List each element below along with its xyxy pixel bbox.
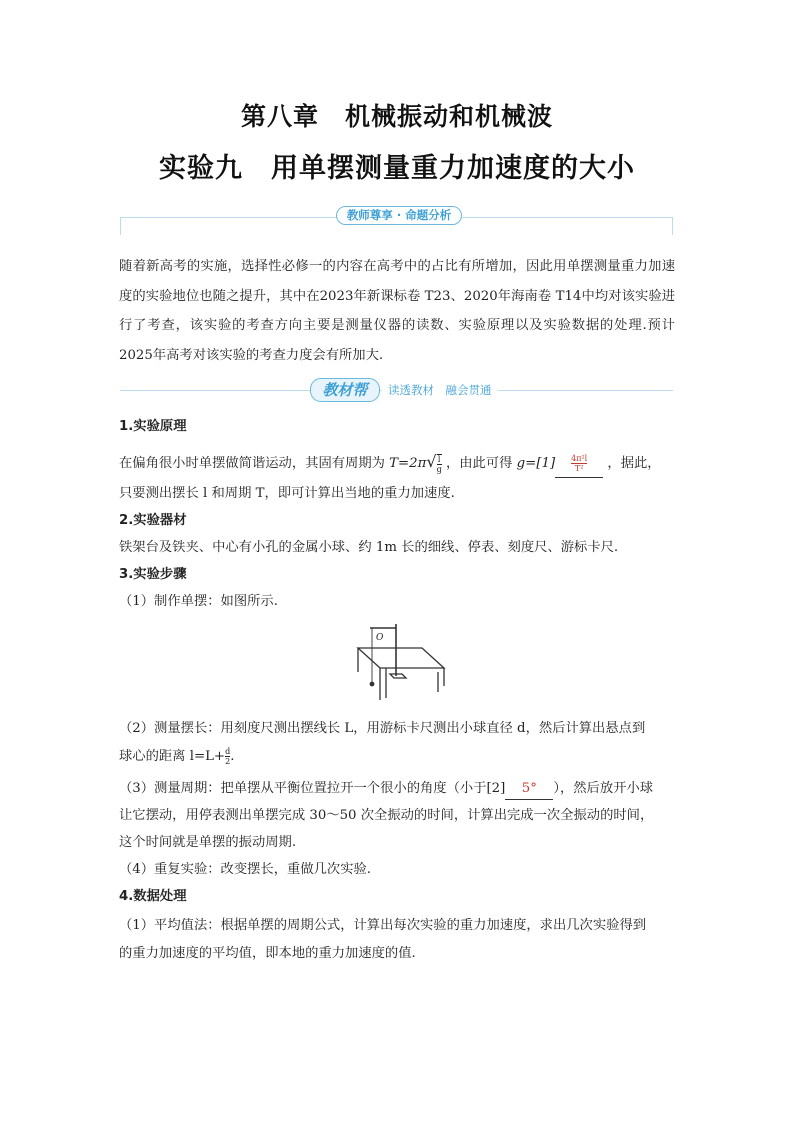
intro-paragraph: 随着新高考的实施，选择性必修一的内容在高考中的占比有所增加，因此用单摆测量重力加速度的实验地位也随之提升，其中在2023年新课标卷 T23、2020年海南卷 T14中均对该实验进行了考查，该实验的考查方向主要是测量仪器的读数、实验原理以及实验数据的处理.预计 2025年高考对该实验的考查力度会有所加大. — [119, 259, 675, 363]
principle-line-1 — [119, 449, 661, 478]
banner-left-edge — [120, 217, 121, 235]
principle-line-2: 只要测出摆长 l 和周期 T，即可计算出当地的重力加速度. — [119, 486, 455, 501]
step-1-text: （1）制作单摆：如图所示. — [119, 594, 278, 609]
sqrt-icon: √ — [426, 452, 437, 471]
g-formula-lhs: g=[1] — [516, 456, 556, 471]
answer-2-blank: 5° — [505, 779, 553, 800]
banner-right-edge — [672, 217, 673, 235]
step-3-text-b: ），然后放开小球 — [553, 781, 654, 796]
data-line-2: 的重力加速度的平均值，即本地的重力加速度的值. — [119, 946, 416, 961]
table-top — [358, 648, 444, 668]
step-3-line-2: 让它摆动，用停表测出单摆完成 30～50 次全振动的时间，计算出完成一次全振动的时间， — [119, 808, 654, 823]
experiment-title: 实验九 用单摆测量重力加速度的大小 — [159, 153, 635, 184]
section-principle-heading: 1.实验原理 — [119, 419, 187, 434]
pendulum-bob — [370, 682, 375, 687]
step-2-line-1: （2）测量摆长：用刻度尺测出摆线长 L，用游标卡尺测出小球直径 d，然后计算出悬点到 — [119, 721, 646, 736]
data-line-1: （1）平均值法：根据单摆的周期公式，计算出每次实验的重力加速度，求出几次实验得到 — [119, 918, 647, 933]
sqrt-numerator: l — [437, 454, 441, 464]
principle-text-b: ，由此可得 — [445, 456, 513, 471]
answer-1-denominator: T² — [574, 464, 584, 473]
pivot-label: O — [376, 633, 384, 643]
sqrt-denominator: g — [436, 464, 442, 474]
step-3-text-a: （3）测量周期：把单摆从平衡位置拉开一个很小的角度（小于[2] — [119, 781, 506, 796]
step-4-text: （4）重复实验：改变摆长，重做几次实验. — [119, 862, 372, 877]
sqrt-fraction — [437, 454, 442, 474]
section-steps-heading: 3.实验步骤 — [119, 567, 187, 582]
pendulum-figure — [350, 620, 448, 702]
answer-1-fraction — [571, 454, 587, 473]
equipment-text: 铁架台及铁夹、中心有小孔的金属小球、约 1m 长的细线、停表、刻度尺、游标卡尺. — [119, 540, 619, 555]
principle-text-a: 在偏角很小时单摆做简谐运动，其固有周期为 — [119, 456, 385, 471]
section-equipment-heading: 2.实验器材 — [119, 513, 187, 528]
teacher-banner-label: 教师尊享 · 命题分析 — [336, 206, 462, 225]
answer-1-numerator: 4π²l — [571, 454, 588, 463]
step-3-line-3: 这个时间就是单摆的振动周期. — [119, 835, 297, 850]
step-2-numerator: d — [225, 747, 231, 756]
step-2-denominator: 2 — [225, 757, 231, 766]
period-formula-lhs: T=2π — [389, 456, 427, 471]
principle-text-c: ，据此， — [607, 456, 661, 471]
step-2-text-a: 球心的距离 l=L+ — [119, 749, 226, 764]
textbook-logo: 教材帮 — [310, 378, 380, 402]
step-3-line-1 — [119, 779, 653, 800]
answer-1-blank — [555, 451, 603, 478]
step-2-line-2 — [119, 744, 234, 770]
step-2-text-b: . — [230, 749, 235, 764]
textbook-tagline: 读透教材 融会贯通 — [382, 382, 498, 398]
section-data-heading: 4.数据处理 — [119, 889, 187, 904]
chapter-title: 第八章 机械振动和机械波 — [240, 102, 553, 131]
